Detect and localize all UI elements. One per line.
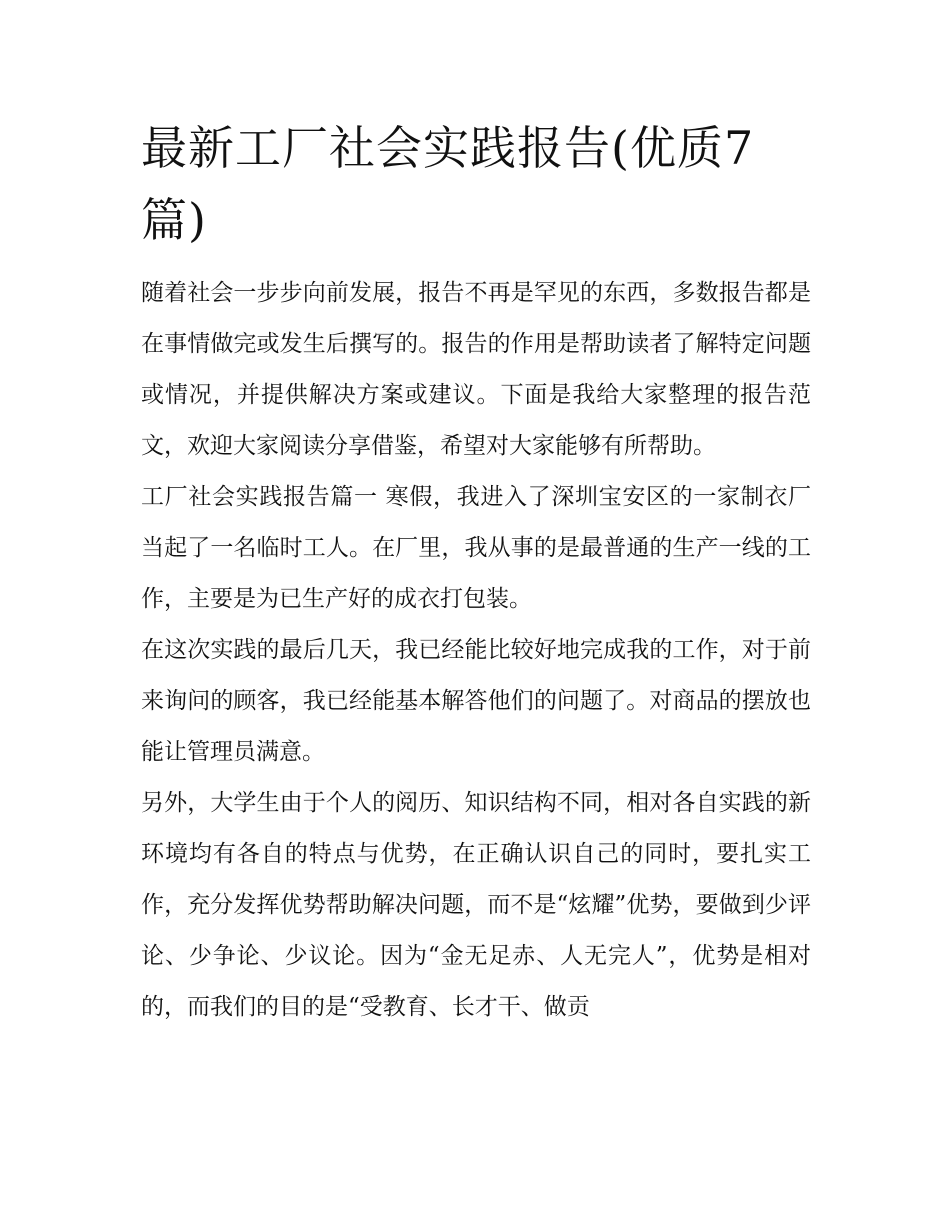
- paragraph-advantages: 另外，大学生由于个人的阅历、知识结构不同，相对各自实践的新环境均有各自的特点与优势，在正确认识自己的同时，要扎实工作，充分发挥优势帮助解决问题，而不是“炫耀”优势，要做到少评论、少争论、少议论。因为“金无足赤、人无完人”，优势是相对的，而我们的目的是“受教育、长才干、做贡: [141, 790, 811, 1020]
- document-body: [141, 112, 811, 1033]
- paragraph-intro: 随着社会一步步向前发展，报告不再是罕见的东西，多数报告都是在事情做完或发生后撰写的。报告的作用是帮助读者了解特定问题或情况，并提供解决方案或建议。下面是我给大家整理的报告范文，欢迎大家阅读分享借鉴，希望对大家能够有所帮助。: [141, 280, 811, 459]
- paragraph-part-one: 工厂社会实践报告篇一 寒假，我进入了深圳宝安区的一家制衣厂当起了一名临时工人。在厂里，我从事的是最普通的生产一线的工作，主要是为已生产好的成衣打包装。: [141, 484, 811, 612]
- document-title: 最新工厂社会实践报告(优质7篇): [141, 121, 755, 247]
- paragraph-practice-days: 在这次实践的最后几天，我已经能比较好地完成我的工作，对于前来询问的顾客，我已经能基本解答他们的问题了。对商品的摆放也能让管理员满意。: [141, 637, 811, 765]
